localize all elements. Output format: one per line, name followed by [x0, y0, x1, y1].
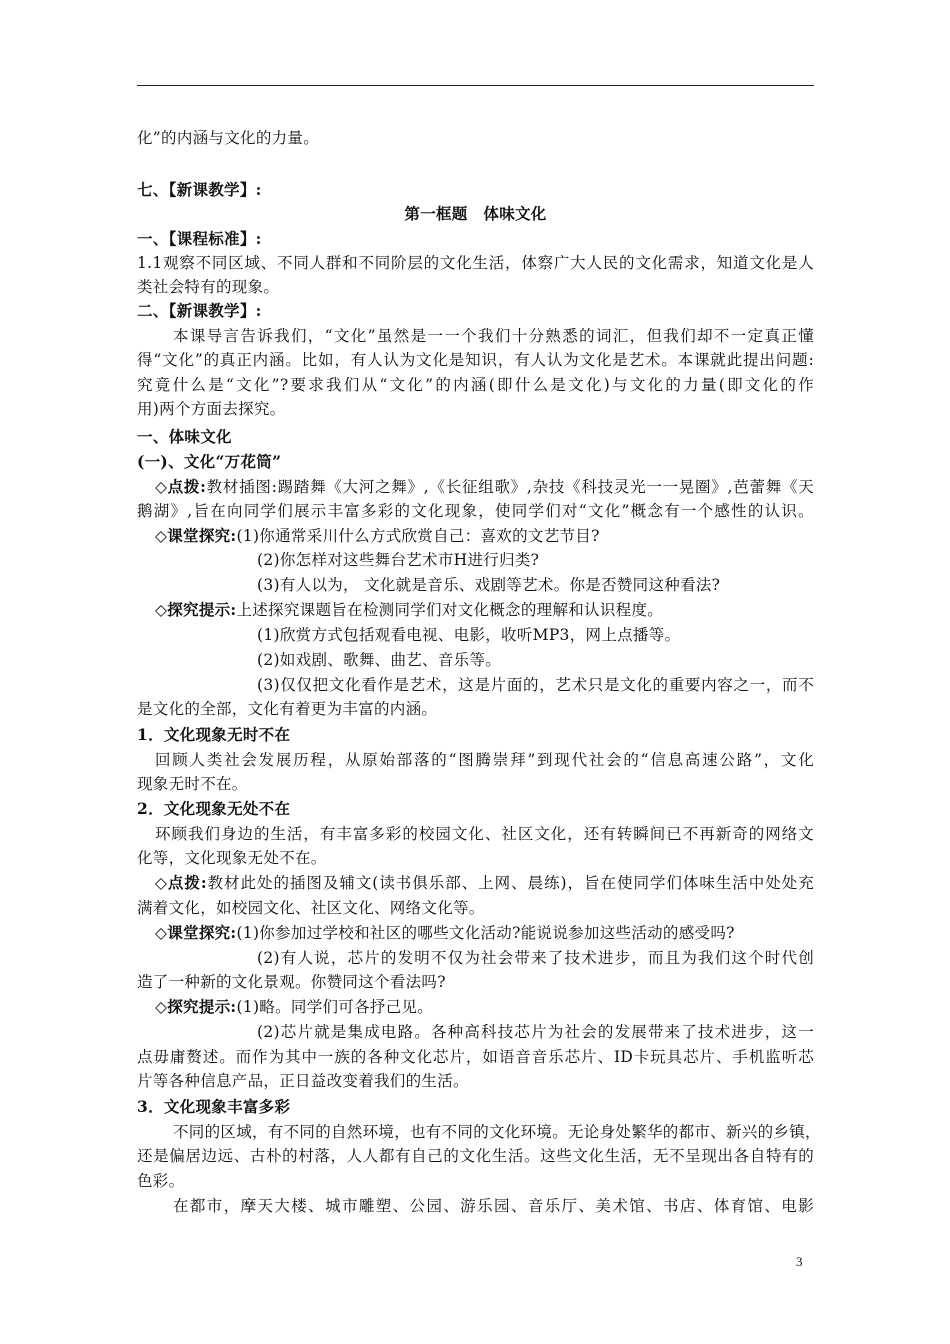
text-line: (2)芯片就是集成电路。各种高科技芯片为社会的发展带来了技术进步，这一 [257, 1023, 814, 1041]
text-line: 现象无时不在。 [137, 775, 248, 793]
text-line: 满着文化，如校园文化、社区文化、网络文化等。 [137, 899, 485, 917]
text-line: (2)如戏剧、歌舞、曲艺、音乐等。 [257, 651, 502, 669]
subsection-heading: 1．文化现象无时不在 [137, 725, 291, 744]
tishi-label: ◇探究提示: [155, 600, 237, 619]
text-span: 教材此处的插图及辅文(读书俱乐部、上网、晨练)，旨在使同学们体味生活中处处充 [206, 874, 815, 892]
section-heading: (一)、文化“万花筒” [137, 452, 282, 471]
section-heading: 七、【新课教学】: [137, 180, 262, 199]
text-span: 上述探究课题旨在检测同学们对文化概念的理解和认识程度。 [236, 601, 664, 619]
text-line: 片等各种信息产品，正日益改变着我们的生活。 [137, 1072, 469, 1090]
text-line: 造了一种新的文化景观。你赞同这个看法吗? [137, 973, 446, 991]
inquiry-line [155, 921, 814, 945]
text-line: 究竟什么是“文化”?要求我们从“文化”的内涵(即什么是文化)与文化的力量(即文化的作 [137, 376, 814, 394]
text-line: (2)有人说，芯片的发明不仅为社会带来了技术进步，而且为我们这个时代创 [257, 949, 814, 967]
ketang-label: ◇课堂探究: [155, 923, 237, 942]
hint-line [155, 995, 814, 1019]
section-heading: 一、体味文化 [137, 427, 232, 446]
text-line: 鹅湖》,旨在向同学们展示丰富多彩的文化现象，使同学们对“文化”概念有一个感性的认识。 [137, 502, 814, 520]
inquiry-line [155, 524, 814, 548]
text-line: 回顾人类社会发展历程，从原始部落的“图腾崇拜”到现代社会的“信息高速公路”，文化 [155, 751, 814, 769]
text-line: 化等，文化现象无处不在。 [137, 849, 327, 867]
note-line [155, 475, 814, 499]
text-line: 类社会特有的现象。 [137, 278, 280, 296]
tishi-label: ◇探究提示: [155, 997, 237, 1016]
text-line: 不同的区域，有不同的自然环境，也有不同的文化环境。无论身处繁华的都市、新兴的乡镇， [173, 1123, 821, 1141]
text-line: 点毋庸赘述。而作为其中一族的各种文化芯片，如语音音乐芯片、ID卡玩具芯片、手机监听芯 [137, 1048, 814, 1066]
text-span: 教材插图:踢踏舞《大河之舞》,《长征组歌》,杂技《科技灵光一一晃圈》,芭蕾舞《天 [206, 478, 814, 496]
text-line: 得“文化”的真正内涵。比如，有人认为文化是知识，有人认为文化是艺术。本课就此提出问题: [137, 351, 814, 369]
text-line: (2)你怎样对这些舞台艺术市H进行归类? [257, 551, 540, 569]
text-line: 色彩。 [137, 1172, 185, 1190]
text-line: (3)仅仅把文化看作是艺术，这是片面的，艺术只是文化的重要内容之一，而不 [257, 676, 814, 694]
text-line: 还是偏居边远、古朴的村落，人人都有自己的文化生活。这些文化生活，无不呈现出各自特有的 [137, 1147, 814, 1165]
text-line: 化”的内涵与文化的力量。 [137, 129, 320, 147]
section-heading: 二、【新课教学】: [137, 301, 262, 320]
text-span: (1)你参加过学校和社区的哪些文化活动?能说说参加这些活动的感受吗? [236, 924, 735, 942]
page-number: 3 [796, 1254, 803, 1269]
subsection-heading: 2．文化现象无处不在 [137, 799, 291, 818]
section-heading: 一、【课程标准】: [137, 229, 262, 248]
text-line: 用)两个方面去探究。 [137, 400, 286, 418]
dianbo-label: ◇点拨: [155, 477, 207, 496]
text-span: (1)略。同学们可各抒己见。 [236, 998, 434, 1016]
hint-line [155, 598, 814, 622]
header-rule [137, 85, 814, 86]
dianbo-label: ◇点拨: [155, 873, 207, 892]
ketang-label: ◇课堂探究: [155, 526, 237, 545]
text-line: 1.1观察不同区域、不同人群和不同阶层的文化生活，体察广大人民的文化需求，知道文化是人 [137, 254, 814, 272]
lesson-title: 第一框题 体味文化 [404, 204, 547, 223]
text-line: (3)有人以为， 文化就是音乐、戏剧等艺术。你是否赞同这种看法? [257, 576, 721, 594]
text-line: 环顾我们身边的生活，有丰富多彩的校园文化、社区文化，还有转瞬间已不再新奇的网络文 [155, 825, 814, 843]
subsection-heading: 3．文化现象丰富多彩 [137, 1097, 291, 1116]
text-line: 本课导言告诉我们，“文化”虽然是一一个我们十分熟悉的词汇，但我们却不一定真正懂 [173, 327, 814, 345]
note-line [155, 871, 814, 895]
text-span: (1)你通常采川什么方式欣赏自己：喜欢的文艺节目? [236, 527, 600, 545]
text-line: (1)欣赏方式包括观看电视、电影，收听MP3，网上点播等。 [257, 626, 681, 644]
text-line: 是文化的全部，文化有着更为丰富的内涵。 [137, 700, 438, 718]
text-line: 在都市，摩天大楼、城市雕塑、公园、游乐园、音乐厅、美术馆、书店、体育馆、电影 [173, 1197, 814, 1215]
